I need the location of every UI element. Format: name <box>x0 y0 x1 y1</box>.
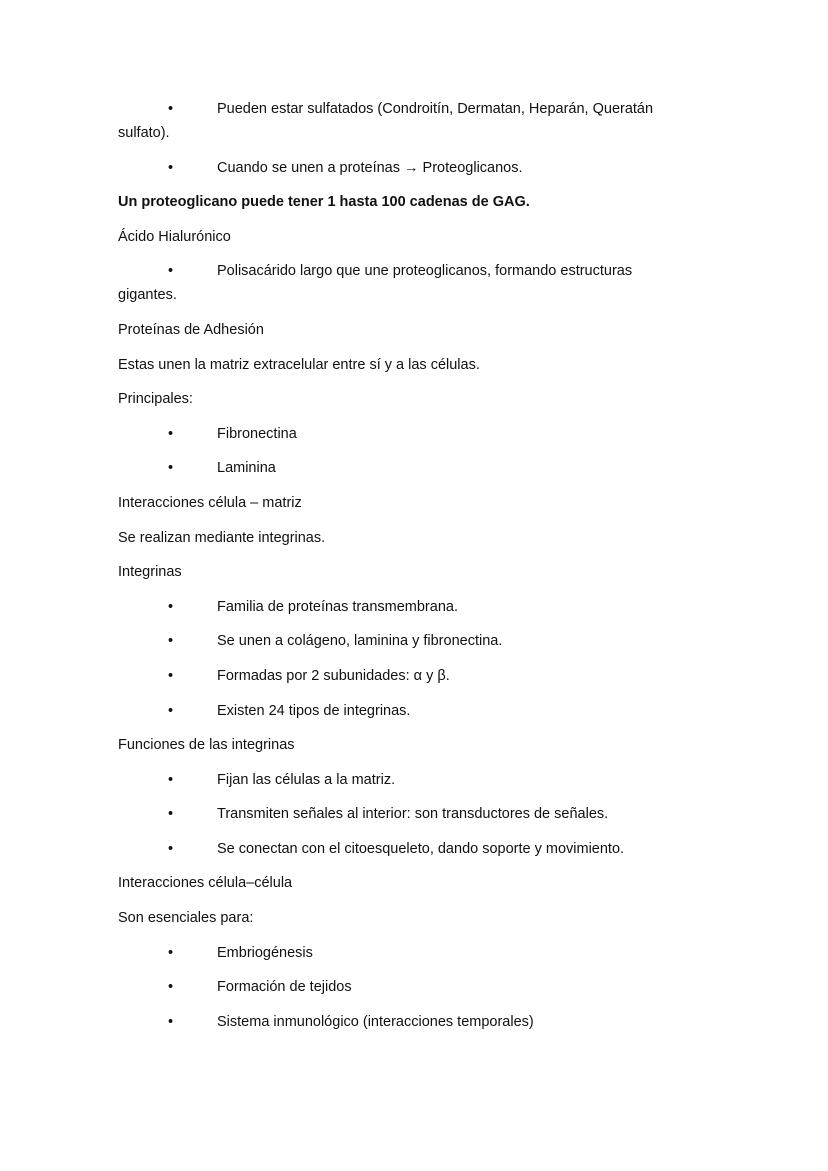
bullet-item <box>118 1010 718 1034</box>
bullet-icon: • <box>168 702 174 719</box>
bullet-item <box>118 941 718 965</box>
paragraph: Ácido Hialurónico <box>118 228 231 245</box>
paragraph: Interacciones célula – matriz <box>118 494 302 511</box>
bullet-text: Familia de proteínas transmembrana. <box>217 598 458 615</box>
bullet-item <box>118 156 718 180</box>
paragraph: Interacciones célula–célula <box>118 875 293 892</box>
bullet-text: Fibronectina <box>217 425 297 442</box>
paragraph: Estas unen la matriz extracelular entre sí y a las células. <box>118 356 480 373</box>
bullet-text: Fijan las células a la matriz. <box>217 771 396 788</box>
bullet-item <box>118 975 718 999</box>
bullet-item <box>118 699 718 723</box>
bullet-text: Cuando se unen a proteínas → Proteoglicanos. <box>217 159 523 176</box>
bullet-icon: • <box>168 460 174 477</box>
bullet-item <box>118 802 718 826</box>
bullet-icon: • <box>168 598 174 615</box>
paragraph: Principales: <box>118 391 193 408</box>
bullet-icon: • <box>168 667 174 684</box>
bullet-text: Se conectan con el citoesqueleto, dando soporte y movimiento. <box>217 840 625 857</box>
bullet-text: Sistema inmunológico (interacciones temporales) <box>217 1013 534 1030</box>
bullet-text-continuation: sulfato). <box>118 125 170 141</box>
bullet-item <box>118 595 718 619</box>
bold-paragraph: Un proteoglicano puede tener 1 hasta 100 cadenas de GAG. <box>118 194 530 211</box>
bullet-icon: • <box>168 979 174 996</box>
bullet-item <box>118 664 718 688</box>
bullet-item <box>118 456 718 480</box>
bullet-icon: • <box>168 633 174 650</box>
bullet-item <box>118 629 718 653</box>
bullet-text: Laminina <box>217 460 276 477</box>
bullet-text: Formadas por 2 subunidades: α y β. <box>217 667 450 684</box>
bullet-icon: • <box>168 425 174 442</box>
bullet-item <box>118 259 718 307</box>
bullet-icon: • <box>168 101 174 117</box>
bullet-icon: • <box>168 806 174 823</box>
bullet-text: Pueden estar sulfatados (Condroitín, Dermatan, Heparán, Queratán <box>217 101 654 117</box>
bullet-icon: • <box>168 159 174 176</box>
bullet-text: Transmiten señales al interior: son transductores de señales. <box>217 806 609 823</box>
bullet-item <box>118 837 718 861</box>
paragraph: Funciones de las integrinas <box>118 737 295 754</box>
bullet-item <box>118 768 718 792</box>
bullet-text: Se unen a colágeno, laminina y fibronectina. <box>217 633 503 650</box>
paragraph: Son esenciales para: <box>118 910 254 927</box>
bullet-item <box>118 97 718 145</box>
bullet-icon: • <box>168 263 174 280</box>
bullet-text: Formación de tejidos <box>217 979 352 996</box>
bullet-item <box>118 422 718 446</box>
bullet-icon: • <box>168 1013 174 1030</box>
bullet-icon: • <box>168 944 174 961</box>
bullet-text: Existen 24 tipos de integrinas. <box>217 702 411 719</box>
bullet-text: Polisacárido largo que une proteoglicanos, formando estructuras <box>217 263 633 280</box>
paragraph: Proteínas de Adhesión <box>118 321 264 338</box>
document-page <box>118 97 718 1044</box>
paragraph: Se realizan mediante integrinas. <box>118 529 326 546</box>
bullet-text-continuation: gigantes. <box>118 287 177 304</box>
bullet-icon: • <box>168 840 174 857</box>
bullet-icon: • <box>168 771 174 788</box>
paragraph: Integrinas <box>118 564 182 581</box>
bullet-text: Embriogénesis <box>217 944 313 961</box>
